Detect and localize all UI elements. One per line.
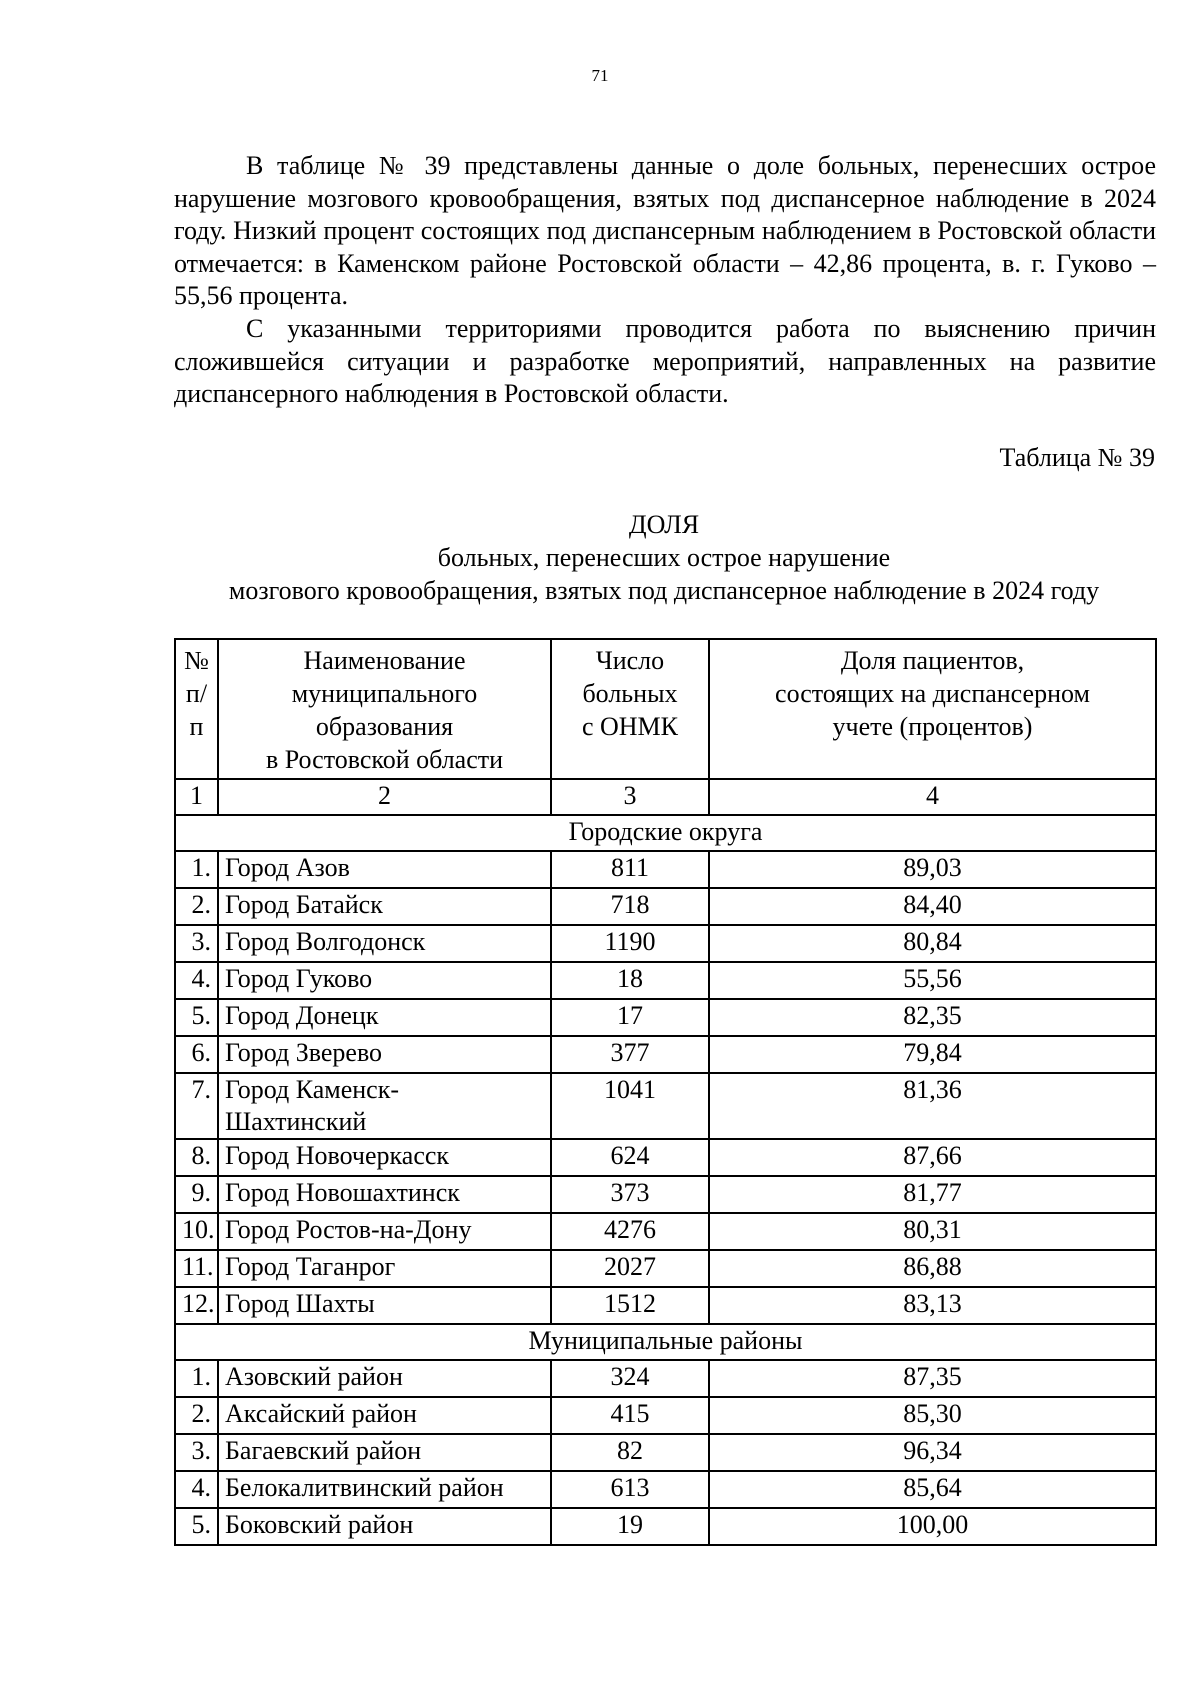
intro-paragraph: В таблице № 39 представлены данные о доле больных, перенесших острое нарушение мозгового кровообращения, взятых под диспансерное наблюдение в 2024 году. Низкий процент состоящих под диспансерным наблюдением в Ростовской области отмечается: в Каменском районе Ростовской области – 42,86 процента, в. г. Гуково – 55,56 процента.	[174, 151, 1156, 310]
dispensary-share-cell: 87,35	[709, 1360, 1156, 1397]
table-row	[175, 1471, 1156, 1508]
dispensary-share-cell: 81,36	[709, 1073, 1156, 1139]
header-row	[175, 639, 1156, 779]
row-number-cell: 3.	[175, 1434, 218, 1471]
column-index-cell: 1	[175, 779, 218, 815]
patient-count-cell: 1190	[551, 925, 709, 962]
patient-count-cell: 377	[551, 1036, 709, 1073]
patient-count-cell: 82	[551, 1434, 709, 1471]
table-row	[175, 851, 1156, 888]
table-row	[175, 888, 1156, 925]
row-number-cell: 1.	[175, 851, 218, 888]
patient-count-cell: 19	[551, 1508, 709, 1545]
municipality-name-cell: Город Азов	[218, 851, 551, 888]
header-name: Наименование муниципального образования в Ростовской области	[218, 639, 551, 779]
work-paragraph: С указанными территориями проводится работа по выяснению причин сложившейся ситуации и разработке мероприятий, направленных на развитие диспансерного наблюдения в Ростовской области.	[174, 314, 1156, 408]
municipality-name-cell: Город Таганрог	[218, 1250, 551, 1287]
row-number-cell: 12.	[175, 1287, 218, 1324]
table-row	[175, 1073, 1156, 1139]
row-number-cell: 5.	[175, 1508, 218, 1545]
table-row	[175, 1287, 1156, 1324]
patient-count-cell: 4276	[551, 1213, 709, 1250]
row-number-cell: 7.	[175, 1073, 218, 1139]
header-share: Доля пациентов, состоящих на диспансерном учете (процентов)	[709, 639, 1156, 779]
municipality-name-cell: Город Батайск	[218, 888, 551, 925]
dispensary-share-cell: 87,66	[709, 1139, 1156, 1176]
column-index-cell: 2	[218, 779, 551, 815]
dispensary-share-cell: 82,35	[709, 999, 1156, 1036]
patient-count-cell: 2027	[551, 1250, 709, 1287]
patient-count-cell: 324	[551, 1360, 709, 1397]
patient-count-cell: 373	[551, 1176, 709, 1213]
table-row	[175, 1176, 1156, 1213]
table-row	[175, 925, 1156, 962]
section-title: Муниципальные районы	[175, 1324, 1156, 1360]
table-title	[160, 508, 1168, 607]
header-num: № п/п	[175, 639, 218, 779]
municipality-name-cell: Город Новошахтинск	[218, 1176, 551, 1213]
column-index-row	[175, 779, 1156, 815]
dispensary-share-cell: 81,77	[709, 1176, 1156, 1213]
row-number-cell: 2.	[175, 1397, 218, 1434]
row-number-cell: 6.	[175, 1036, 218, 1073]
dispensary-share-cell: 84,40	[709, 888, 1156, 925]
patient-count-cell: 624	[551, 1139, 709, 1176]
municipality-name-cell: Город Волгодонск	[218, 925, 551, 962]
municipality-name-cell: Город Шахты	[218, 1287, 551, 1324]
table-row	[175, 962, 1156, 999]
row-number-cell: 4.	[175, 1471, 218, 1508]
municipality-name-line: Шахтинский	[225, 1107, 367, 1136]
dispensary-share-cell: 96,34	[709, 1434, 1156, 1471]
dispensary-share-cell: 83,13	[709, 1287, 1156, 1324]
dispensary-share-cell: 85,30	[709, 1397, 1156, 1434]
municipality-name-cell: Город Гуково	[218, 962, 551, 999]
municipality-name-cell: Город Новочеркасск	[218, 1139, 551, 1176]
row-number-cell: 5.	[175, 999, 218, 1036]
municipality-name-cell: Аксайский район	[218, 1397, 551, 1434]
municipality-name-cell: Багаевский район	[218, 1434, 551, 1471]
column-index-cell: 3	[551, 779, 709, 815]
table-row	[175, 1139, 1156, 1176]
row-number-cell: 3.	[175, 925, 218, 962]
header-count: Число больных с ОНМК	[551, 639, 709, 779]
municipality-name-cell: Белокалитвинский район	[218, 1471, 551, 1508]
municipality-name-line: Город Каменск-	[225, 1075, 400, 1104]
municipality-name-cell	[218, 1073, 551, 1139]
row-number-cell: 9.	[175, 1176, 218, 1213]
dispensary-share-cell: 89,03	[709, 851, 1156, 888]
page-number: 71	[591, 66, 609, 85]
municipality-name-cell: Город Зверево	[218, 1036, 551, 1073]
dispensary-share-cell: 85,64	[709, 1471, 1156, 1508]
patient-count-cell: 415	[551, 1397, 709, 1434]
table-title-line2: больных, перенесших острое нарушение	[437, 543, 891, 572]
table-row	[175, 999, 1156, 1036]
table-row	[175, 1397, 1156, 1434]
table-title-line1: ДОЛЯ	[628, 510, 700, 539]
column-index-cell: 4	[709, 779, 1156, 815]
municipality-name-cell: Боковский район	[218, 1508, 551, 1545]
row-number-cell: 8.	[175, 1139, 218, 1176]
patient-count-cell: 1041	[551, 1073, 709, 1139]
row-number-cell: 2.	[175, 888, 218, 925]
dispensary-share-cell: 79,84	[709, 1036, 1156, 1073]
table-title-line3: мозгового кровообращения, взятых под диспансерное наблюдение в 2024 году	[228, 576, 1100, 605]
section-header-row	[175, 815, 1156, 851]
patient-count-cell: 613	[551, 1471, 709, 1508]
patient-count-cell: 718	[551, 888, 709, 925]
section-header-row	[175, 1324, 1156, 1360]
patient-count-cell: 17	[551, 999, 709, 1036]
patient-count-cell: 18	[551, 962, 709, 999]
municipality-name-cell: Город Донецк	[218, 999, 551, 1036]
table-row	[175, 1434, 1156, 1471]
table-row	[175, 1508, 1156, 1545]
row-number-cell: 1.	[175, 1360, 218, 1397]
dispensary-share-cell: 55,56	[709, 962, 1156, 999]
row-number-cell: 10.	[175, 1213, 218, 1250]
dispensary-share-cell: 80,31	[709, 1213, 1156, 1250]
dispensary-share-cell: 86,88	[709, 1250, 1156, 1287]
municipality-name-cell: Город Ростов-на-Дону	[218, 1213, 551, 1250]
table-row	[175, 1360, 1156, 1397]
patient-count-cell: 1512	[551, 1287, 709, 1324]
row-number-cell: 11.	[175, 1250, 218, 1287]
municipality-name-cell: Азовский район	[218, 1360, 551, 1397]
row-number-cell: 4.	[175, 962, 218, 999]
table-row	[175, 1036, 1156, 1073]
section-title: Городские округа	[175, 815, 1156, 851]
dispensary-share-cell: 80,84	[709, 925, 1156, 962]
patient-count-cell: 811	[551, 851, 709, 888]
onmk-dispensary-table	[174, 638, 1157, 1546]
dispensary-share-cell: 100,00	[709, 1508, 1156, 1545]
table-label: Таблица № 39	[999, 443, 1155, 472]
table-row	[175, 1250, 1156, 1287]
table-row	[175, 1213, 1156, 1250]
